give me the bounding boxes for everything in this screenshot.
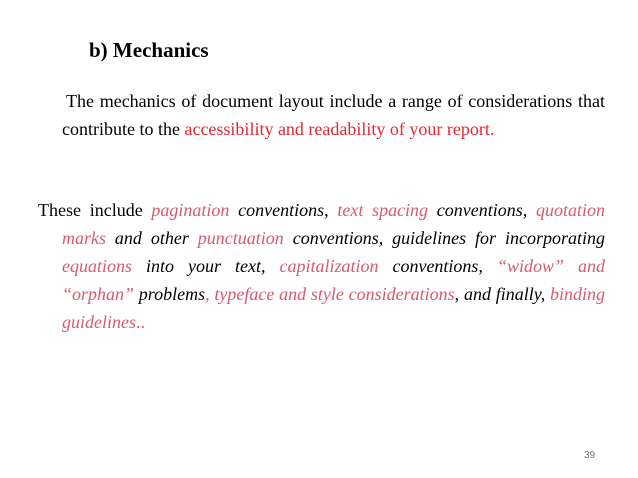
term-pagination: pagination [151,200,230,220]
text-segment: .. [136,312,145,332]
text-segment: conventions, [378,256,497,276]
term-text-spacing: text spacing [337,200,429,220]
term-typeface-style: , typeface and style considerations [205,284,455,304]
page-number: 39 [584,450,596,461]
intro-paragraph [62,87,605,143]
text-segment: , [324,200,338,220]
text-segment: and other [106,228,198,248]
text-segment: conventions [229,200,325,220]
text-segment: problems [134,284,206,304]
intro-highlight: accessibility and readability of your report. [184,119,495,139]
details-intro: These include [38,200,152,220]
term-capitalization: capitalization [279,256,379,276]
text-segment: into your text, [132,256,280,276]
text-segment: conventions, guidelines for incorporating [283,228,605,248]
text-segment: conventions, [428,200,536,220]
term-quotation-marks: quotation marks [62,200,605,248]
term-punctuation: punctuation [197,228,284,248]
slide-heading: b) Mechanics [89,38,209,62]
term-binding-guidelines: binding guidelines [62,284,605,332]
term-equations: equations [62,256,132,276]
term-widow-orphan: “widow” and “orphan” [62,256,605,304]
intro-text: The mechanics of document layout include a range of considerations that contribute to the [62,91,605,139]
details-paragraph [38,196,605,336]
text-segment: , and finally, [454,284,550,304]
